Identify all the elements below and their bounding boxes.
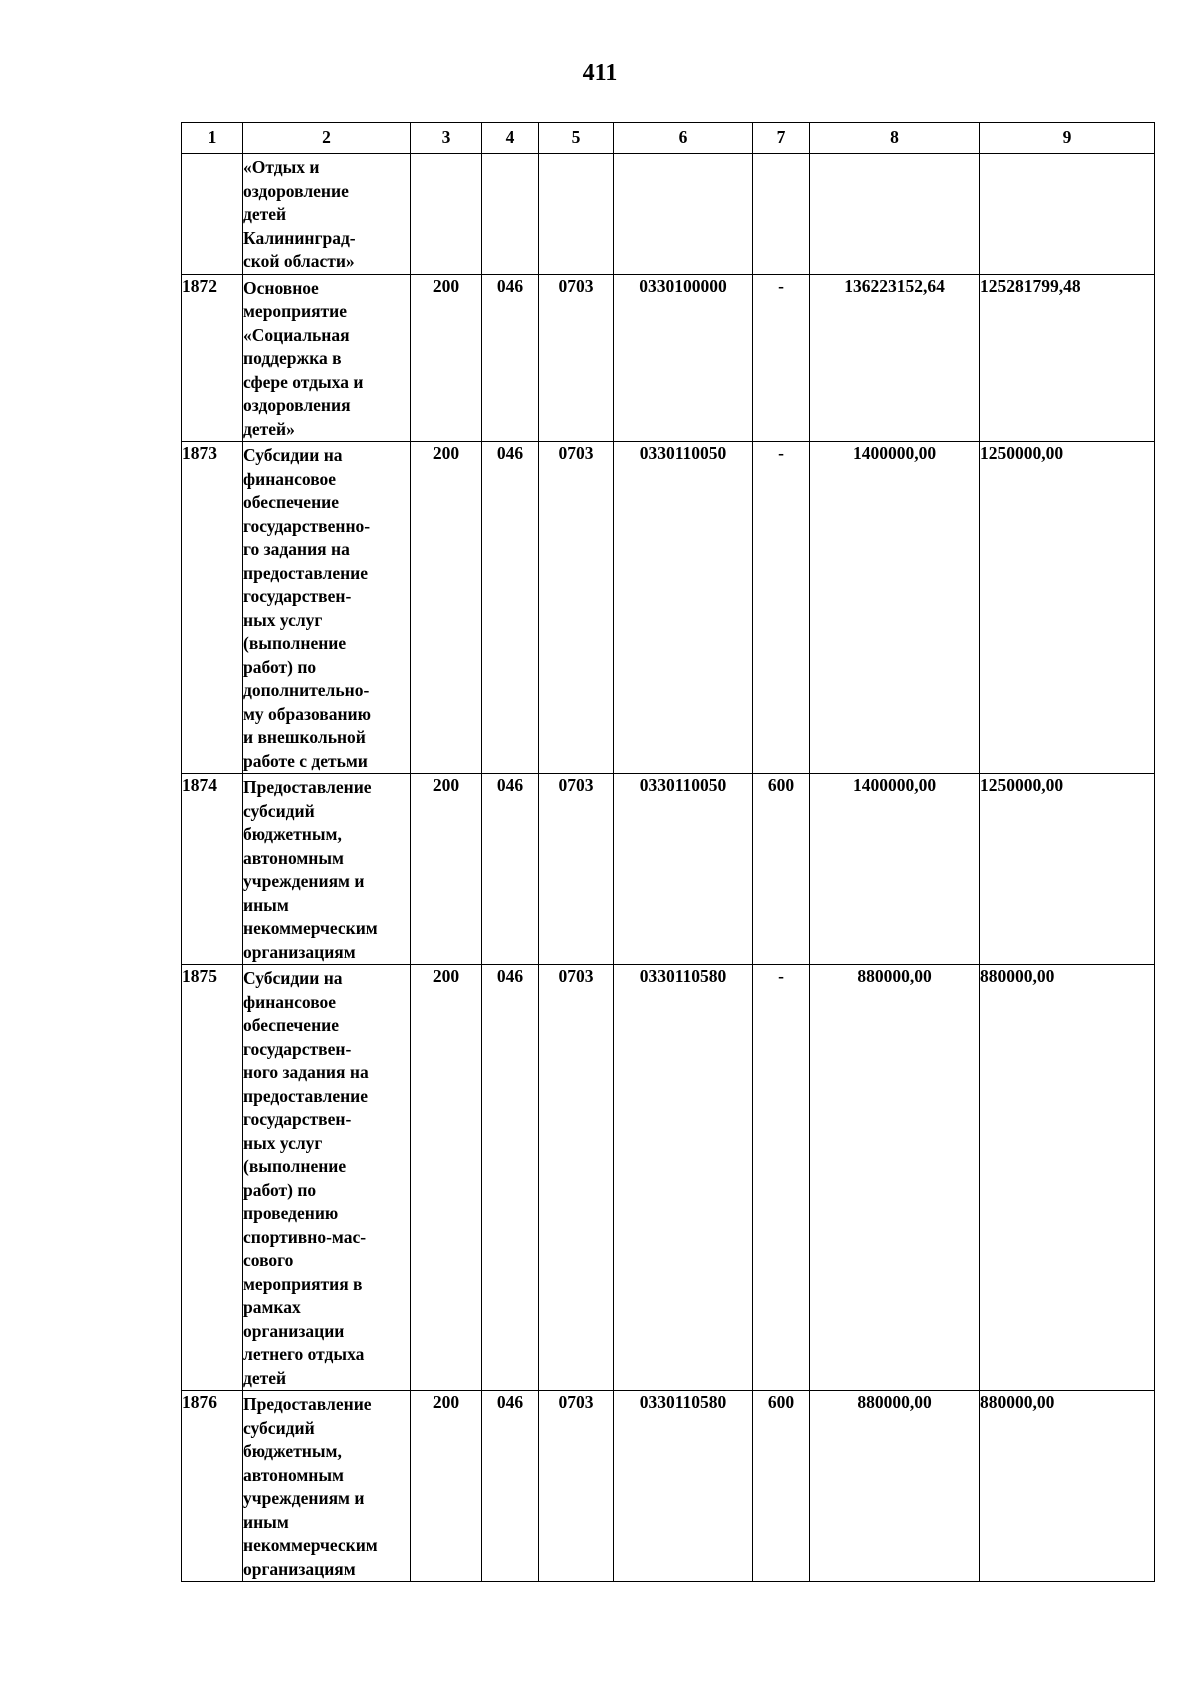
row-name-text: «Отдых и оздоровление детей Калининград- ской области» [243,157,356,271]
cell-c6: 0330100000 [614,274,753,442]
cell-c6: 0330110050 [614,774,753,965]
cell-c5: 0703 [539,274,614,442]
row-name-text: Субсидии на финансовое обеспечение государствен- ного задания на предоставление государствен- ных услуг (выполнение работ) по проведению спортивно-мас- сового мероприятия в рамках организации летнего отдыха детей [243,968,369,1388]
cell-c4: 046 [482,442,539,774]
row-number: 1872 [182,274,243,442]
row-number [182,154,243,275]
cell-c6: 0330110050 [614,442,753,774]
row-name-text: Предоставление субсидий бюджетным, автономным учреждениям и иным некоммерческим организациям [243,1394,378,1579]
cell-c9: 1250000,00 [980,774,1155,965]
col-header-6: 6 [614,123,753,154]
row-number: 1876 [182,1391,243,1582]
col-header-4: 4 [482,123,539,154]
row-number: 1874 [182,774,243,965]
cell-c4: 046 [482,274,539,442]
col-header-9: 9 [980,123,1155,154]
cell-c9: 125281799,48 [980,274,1155,442]
cell-c3: 200 [411,274,482,442]
cell-c9: 1250000,00 [980,442,1155,774]
cell-c5: 0703 [539,774,614,965]
cell-c4: 046 [482,1391,539,1582]
cell-c9: 880000,00 [980,1391,1155,1582]
cell-c4: 046 [482,774,539,965]
col-header-3: 3 [411,123,482,154]
col-header-1: 1 [182,123,243,154]
cell-c9: 880000,00 [980,965,1155,1391]
cell-c7 [753,154,810,275]
cell-c8: 136223152,64 [810,274,980,442]
cell-c4: 046 [482,965,539,1391]
cell-c7: - [753,442,810,774]
cell-c8 [810,154,980,275]
cell-c3: 200 [411,965,482,1391]
col-header-8: 8 [810,123,980,154]
row-name [243,774,411,965]
cell-c7: 600 [753,774,810,965]
budget-table [181,122,1155,1582]
cell-c6: 0330110580 [614,965,753,1391]
cell-c8: 880000,00 [810,965,980,1391]
col-header-2: 2 [243,123,411,154]
table-row [182,154,1155,275]
header-row [182,123,1155,154]
table-row [182,774,1155,965]
row-name [243,154,411,275]
cell-c5: 0703 [539,965,614,1391]
cell-c7: 600 [753,1391,810,1582]
row-name-text: Основное мероприятие «Социальная поддержка в сфере отдыха и оздоровления детей» [243,277,364,439]
cell-c5: 0703 [539,1391,614,1582]
cell-c7: - [753,965,810,1391]
row-name [243,965,411,1391]
table-row [182,274,1155,442]
cell-c5 [539,154,614,275]
cell-c3: 200 [411,1391,482,1582]
cell-c8: 1400000,00 [810,442,980,774]
cell-c3: 200 [411,442,482,774]
row-name-text: Субсидии на финансовое обеспечение государственно- го задания на предоставление государствен- ных услуг (выполнение работ) по дополнительно- му образованию и внешкольной работе с детьми [243,445,372,771]
table-row [182,1391,1155,1582]
cell-c8: 880000,00 [810,1391,980,1582]
cell-c7: - [753,274,810,442]
cell-c6: 0330110580 [614,1391,753,1582]
row-number: 1873 [182,442,243,774]
cell-c6 [614,154,753,275]
row-number: 1875 [182,965,243,1391]
cell-c3 [411,154,482,275]
col-header-5: 5 [539,123,614,154]
row-name [243,274,411,442]
cell-c4 [482,154,539,275]
table-row [182,965,1155,1391]
cell-c5: 0703 [539,442,614,774]
cell-c8: 1400000,00 [810,774,980,965]
cell-c3: 200 [411,774,482,965]
row-name [243,442,411,774]
cell-c9 [980,154,1155,275]
col-header-7: 7 [753,123,810,154]
page-number: 411 [582,60,618,86]
table-row [182,442,1155,774]
row-name [243,1391,411,1582]
row-name-text: Предоставление субсидий бюджетным, автономным учреждениям и иным некоммерческим организациям [243,777,378,962]
